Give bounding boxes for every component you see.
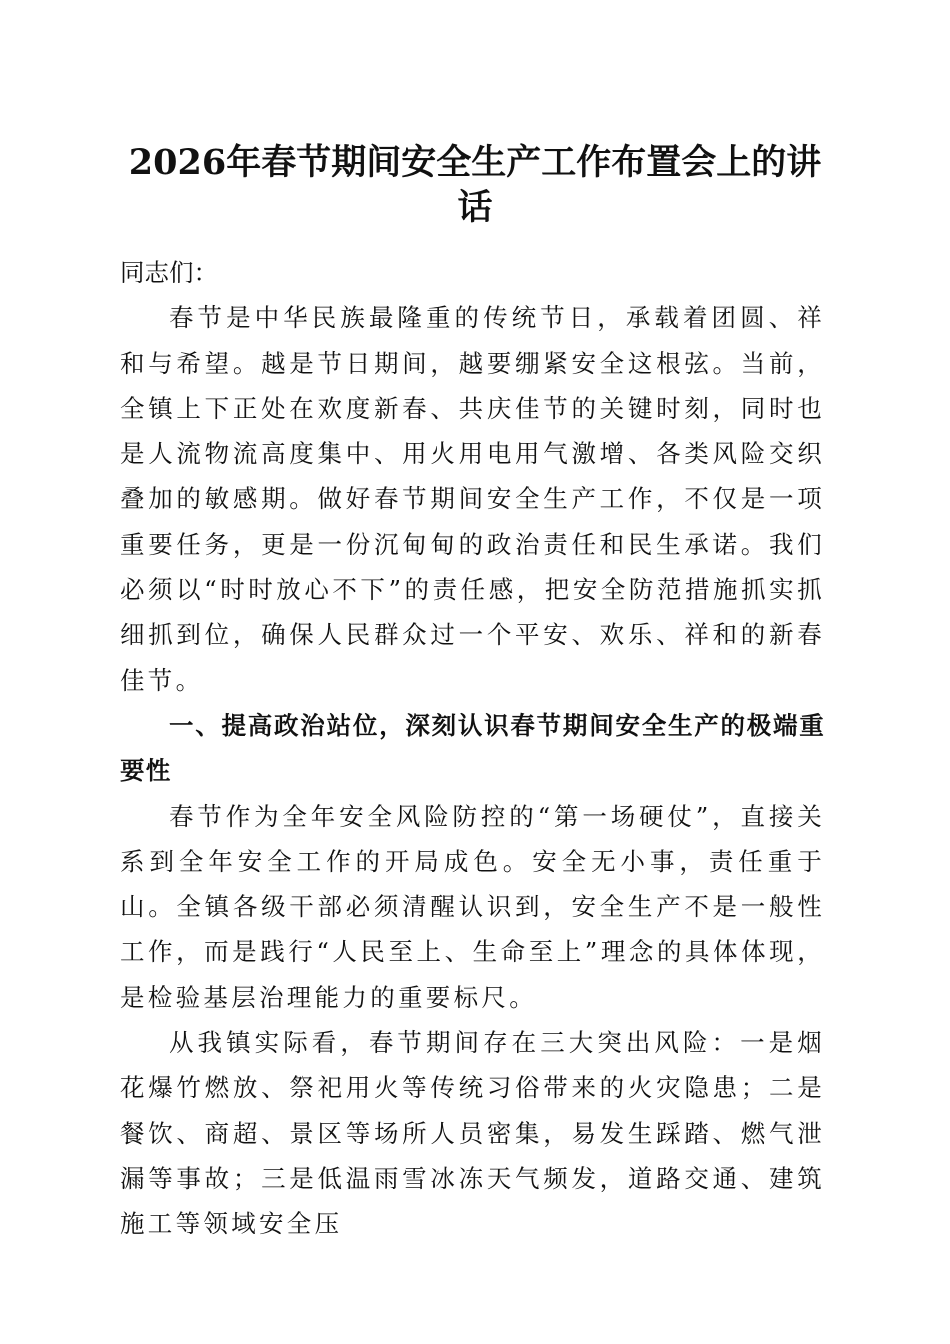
salutation: 同志们： [120,258,218,287]
document-title: 2026年春节期间安全生产工作布置会上的讲话 [128,142,822,228]
document-body [120,250,825,1247]
section-heading-1: 一、提高政治站位，深刻认识春节期间安全生产的极端重要性 [120,710,825,786]
paragraph-section-1-a: 春节作为全年安全风险防控的“第一场硬仗”，直接关系到全年安全工作的开局成色。安全无小事，责任重于山。全镇各级干部必须清醒认识到，安全生产不是一般性工作，而是践行“人民至上、生命至上”理念的具体体现，是检验基层治理能力的重要标尺。 [120,801,825,1012]
paragraph-intro: 春节是中华民族最隆重的传统节日，承载着团圆、祥和与希望。越是节日期间，越要绷紧安全这根弦。当前，全镇上下正处在欢度新春、共庆佳节的关键时刻，同时也是人流物流高度集中、用火用电用气激增、各类风险交织叠加的敏感期。做好春节期间安全生产工作，不仅是一项重要任务，更是一份沉甸甸的政治责任和民生承诺。我们必须以“时时放心不下”的责任感，把安全防范措施抓实抓细抓到位，确保人民群众过一个平安、欢乐、祥和的新春佳节。 [120,303,825,695]
paragraph-section-1-b: 从我镇实际看，春节期间存在三大突出风险：一是烟花爆竹燃放、祭祀用火等传统习俗带来的火灾隐患；二是餐饮、商超、景区等场所人员密集，易发生踩踏、燃气泄漏等事故；三是低温雨雪冰冻天气频发，道路交通、建筑施工等领域安全压 [120,1028,825,1239]
